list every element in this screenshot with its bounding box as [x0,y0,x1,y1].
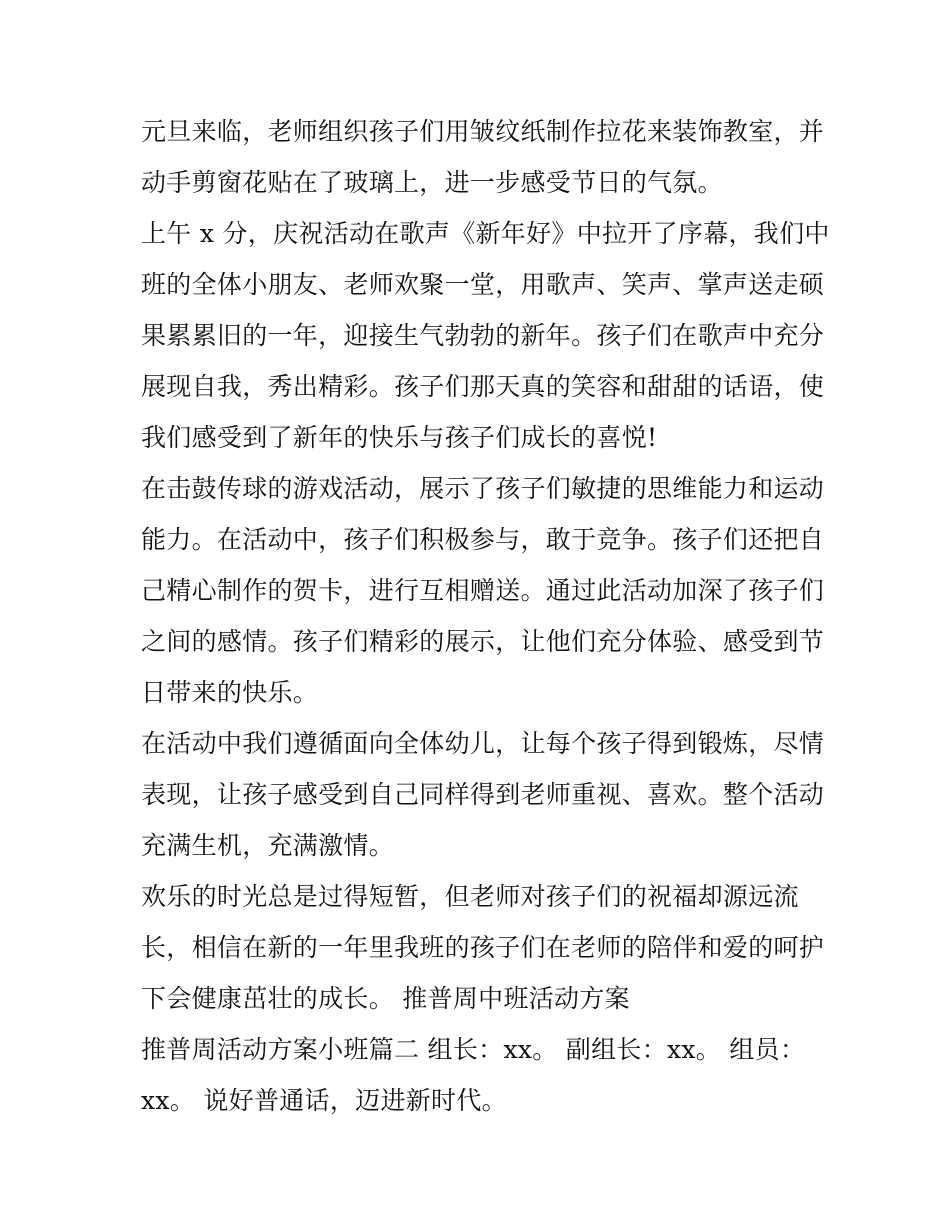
text-line: 在击鼓传球的游戏活动，展示了孩子们敏捷的思维能力和运动 [141,474,825,503]
text-line: 在活动中我们遵循面向全体幼儿，让每个孩子得到锻炼，尽情 [141,729,825,758]
text-line: 欢乐的时光总是过得短暂，但老师对孩子们的祝福却源远流 [141,882,799,911]
text-line: 展现自我，秀出精彩。孩子们那天真的笑容和甜甜的话语，使 [141,372,825,401]
text-line: 下会健康茁壮的成长。 推普周中班活动方案 [141,984,630,1013]
text-line: 上午 x 分，庆祝活动在歌声《新年好》中拉开了序幕，我们中 [141,219,830,248]
text-line: 动手剪窗花贴在了玻璃上，进一步感受节日的气氛。 [141,168,723,197]
text-line: xx。 说好普通话，迈进新时代。 [141,1086,507,1115]
text-line: 表现，让孩子感受到自己同样得到老师重视、喜欢。整个活动 [141,780,825,809]
text-line: 之间的感情。孩子们精彩的展示，让他们充分体验、感受到节 [141,627,825,656]
text-line: 果累累旧的一年，迎接生气勃勃的新年。孩子们在歌声中充分 [141,321,825,350]
text-line: 我们感受到了新年的快乐与孩子们成长的喜悦! [141,423,658,452]
text-line: 日带来的快乐。 [141,678,319,707]
text-line: 己精心制作的贺卡，进行互相赠送。通过此活动加深了孩子们 [141,576,825,605]
text-line: 能力。在活动中，孩子们积极参与，敢于竞争。孩子们还把自 [141,525,825,554]
text-line: 充满生机，充满激情。 [141,831,395,860]
text-line: 元旦来临，老师组织孩子们用皱纹纸制作拉花来装饰教室，并 [141,117,825,146]
text-line: 推普周活动方案小班篇二 组长：xx。 副组长：xx。 组员： [141,1035,806,1064]
text-line: 长，相信在新的一年里我班的孩子们在老师的陪伴和爱的呵护 [141,933,825,962]
document-body [141,106,830,1126]
text-line: 班的全体小朋友、老师欢聚一堂，用歌声、笑声、掌声送走硕 [141,270,825,299]
